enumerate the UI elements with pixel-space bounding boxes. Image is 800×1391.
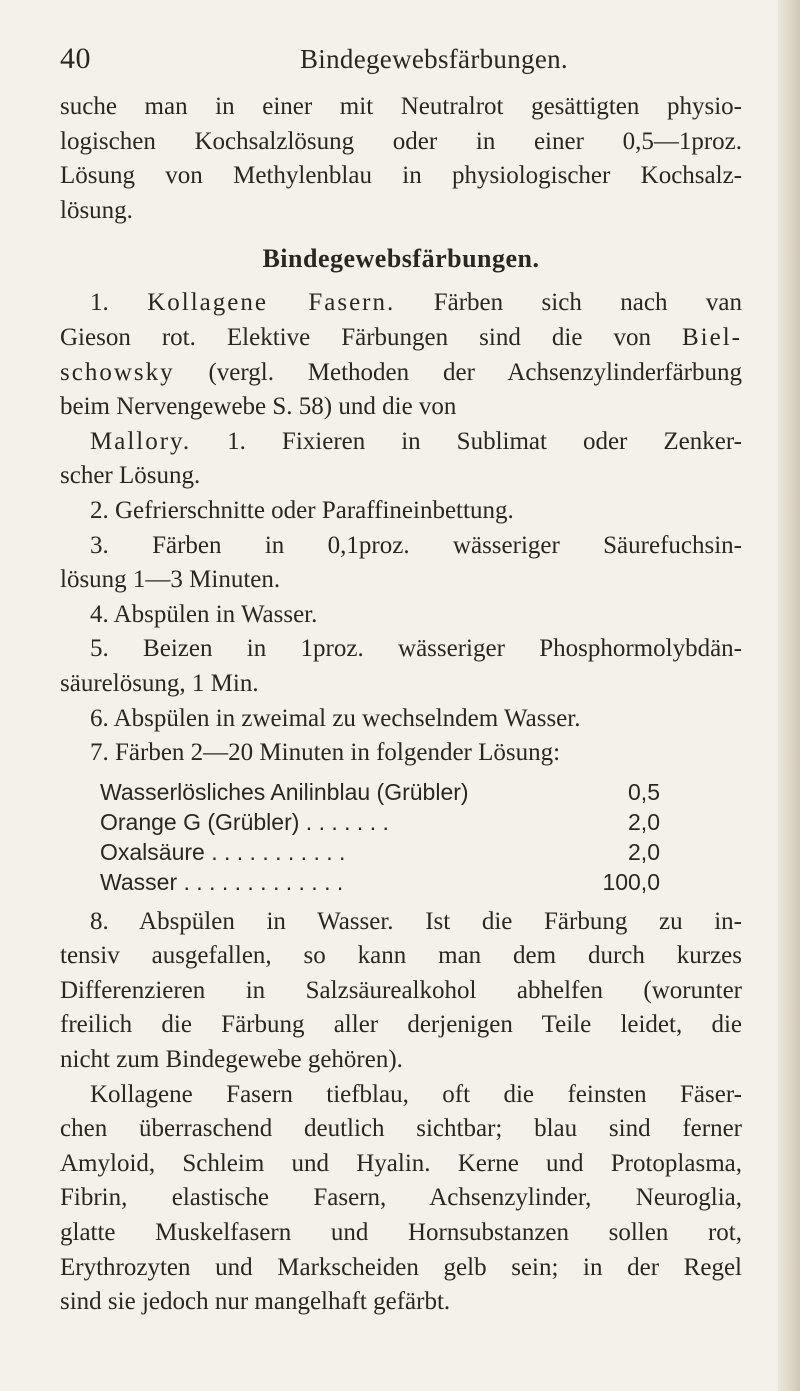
paragraph1-term: Kollagene Fasern. [147, 289, 396, 317]
page-number: 40 [60, 42, 91, 75]
paragraph1-line5 [60, 425, 742, 460]
intro-line: logischen Kochsalzlösung oder in einer 0,5—1proz. [60, 127, 742, 155]
closing-line: chen überraschend deutlich sichtbar; blau sind ferner [60, 1115, 742, 1143]
paragraph1-line6: scher Lösung. [60, 462, 201, 490]
step-line: 4. Abspülen in Wasser. [90, 600, 318, 628]
step-line: 5. Beizen in 1proz. wässeriger Phosphormolybdän- [90, 635, 742, 663]
step-line: 7. Färben 2—20 Minuten in folgender Lösung: [90, 739, 561, 767]
recipe-row [100, 777, 660, 807]
recipe-row [100, 837, 660, 867]
recipe-amount: 2,0 [628, 808, 660, 835]
step8-line: 8. Abspülen in Wasser. Ist die Färbung zu in- [90, 907, 742, 935]
recipe-amount: 0,5 [628, 778, 660, 805]
running-title: Bindegewebsfärbungen. [300, 44, 568, 74]
intro-line: lösung. [60, 196, 133, 224]
step8-line: freilich die Färbung aller derjenigen Teile leidet, die [60, 1011, 742, 1039]
paragraph1-text: 1. Fixieren in Sublimat oder Zenker- [227, 427, 742, 455]
paragraph1-line1 [60, 286, 742, 321]
paragraph1-line2 [60, 321, 742, 356]
closing-line: Kollagene Fasern tiefblau, oft die feinsten Fäser- [90, 1080, 742, 1108]
step8-line: tensiv ausgefallen, so kann man dem durch kurzes [60, 942, 742, 970]
author-name: Mallory. [90, 427, 192, 455]
closing-line: sind sie jedoch nur mangelhaft gefärbt. [60, 1288, 451, 1316]
recipe-row [100, 807, 660, 837]
paragraph1-line3 [60, 356, 742, 391]
section-heading: Bindegewebsfärbungen. [262, 244, 540, 274]
closing-line: Erythrozyten und Markscheiden gelb sein; in der Regel [60, 1253, 742, 1281]
page-header [60, 42, 750, 82]
closing-line: Fibrin, elastische Fasern, Achsenzylinder, Neuroglia, [60, 1184, 742, 1212]
closing-line: glatte Muskelfasern und Hornsubstanzen sollen rot, [60, 1219, 742, 1247]
author-name: schowsky [60, 358, 175, 386]
recipe-ingredient: Oxalsäure . . . . . . . . . . . [100, 838, 346, 865]
recipe-ingredient: Wasserlösliches Anilinblau (Grübler) [100, 778, 469, 805]
recipe-ingredient: Orange G (Grübler) . . . . . . . [100, 808, 389, 835]
page-edge-shadow [778, 0, 800, 1391]
step-line: 6. Abspülen in zweimal zu wechselndem Wasser. [90, 704, 581, 732]
step-continuation: säurelösung, 1 Min. [60, 669, 259, 697]
step-continuation: lösung 1—3 Minuten. [60, 566, 281, 594]
paragraph1-text: Färben sich nach van [433, 289, 742, 317]
recipe-row [100, 867, 660, 897]
paragraph1-line4: beim Nervengewebe S. 58) und die von [60, 393, 457, 421]
recipe-amount: 2,0 [628, 838, 660, 865]
body-text [60, 90, 742, 1320]
author-name: Biel- [682, 323, 742, 351]
intro-line: Lösung von Methylenblau in physiologischer Kochsalz- [60, 162, 742, 190]
paragraph1-number: 1. [90, 289, 109, 317]
step8-line: Differenzieren in Salzsäurealkohol abhelfen (worunter [60, 976, 742, 1004]
step-line: 3. Färben in 0,1proz. wässeriger Säurefuchsin- [90, 531, 742, 559]
paragraph1-text: Gieson rot. Elektive Färbungen sind die von [60, 323, 651, 351]
closing-line: Amyloid, Schleim und Hyalin. Kerne und Protoplasma, [60, 1149, 742, 1177]
step-line: 2. Gefrierschnitte oder Paraffineinbettung. [90, 496, 514, 524]
paragraph1-text: (vergl. Methoden der Achsenzylinderfärbung [208, 358, 743, 386]
intro-line: suche man in einer mit Neutralrot gesättigten physio- [60, 93, 742, 120]
recipe-ingredient: Wasser . . . . . . . . . . . . . [100, 868, 344, 895]
recipe-amount: 100,0 [602, 868, 660, 895]
step8-line: nicht zum Bindegewebe gehören). [60, 1046, 403, 1074]
recipe-table [100, 777, 660, 897]
